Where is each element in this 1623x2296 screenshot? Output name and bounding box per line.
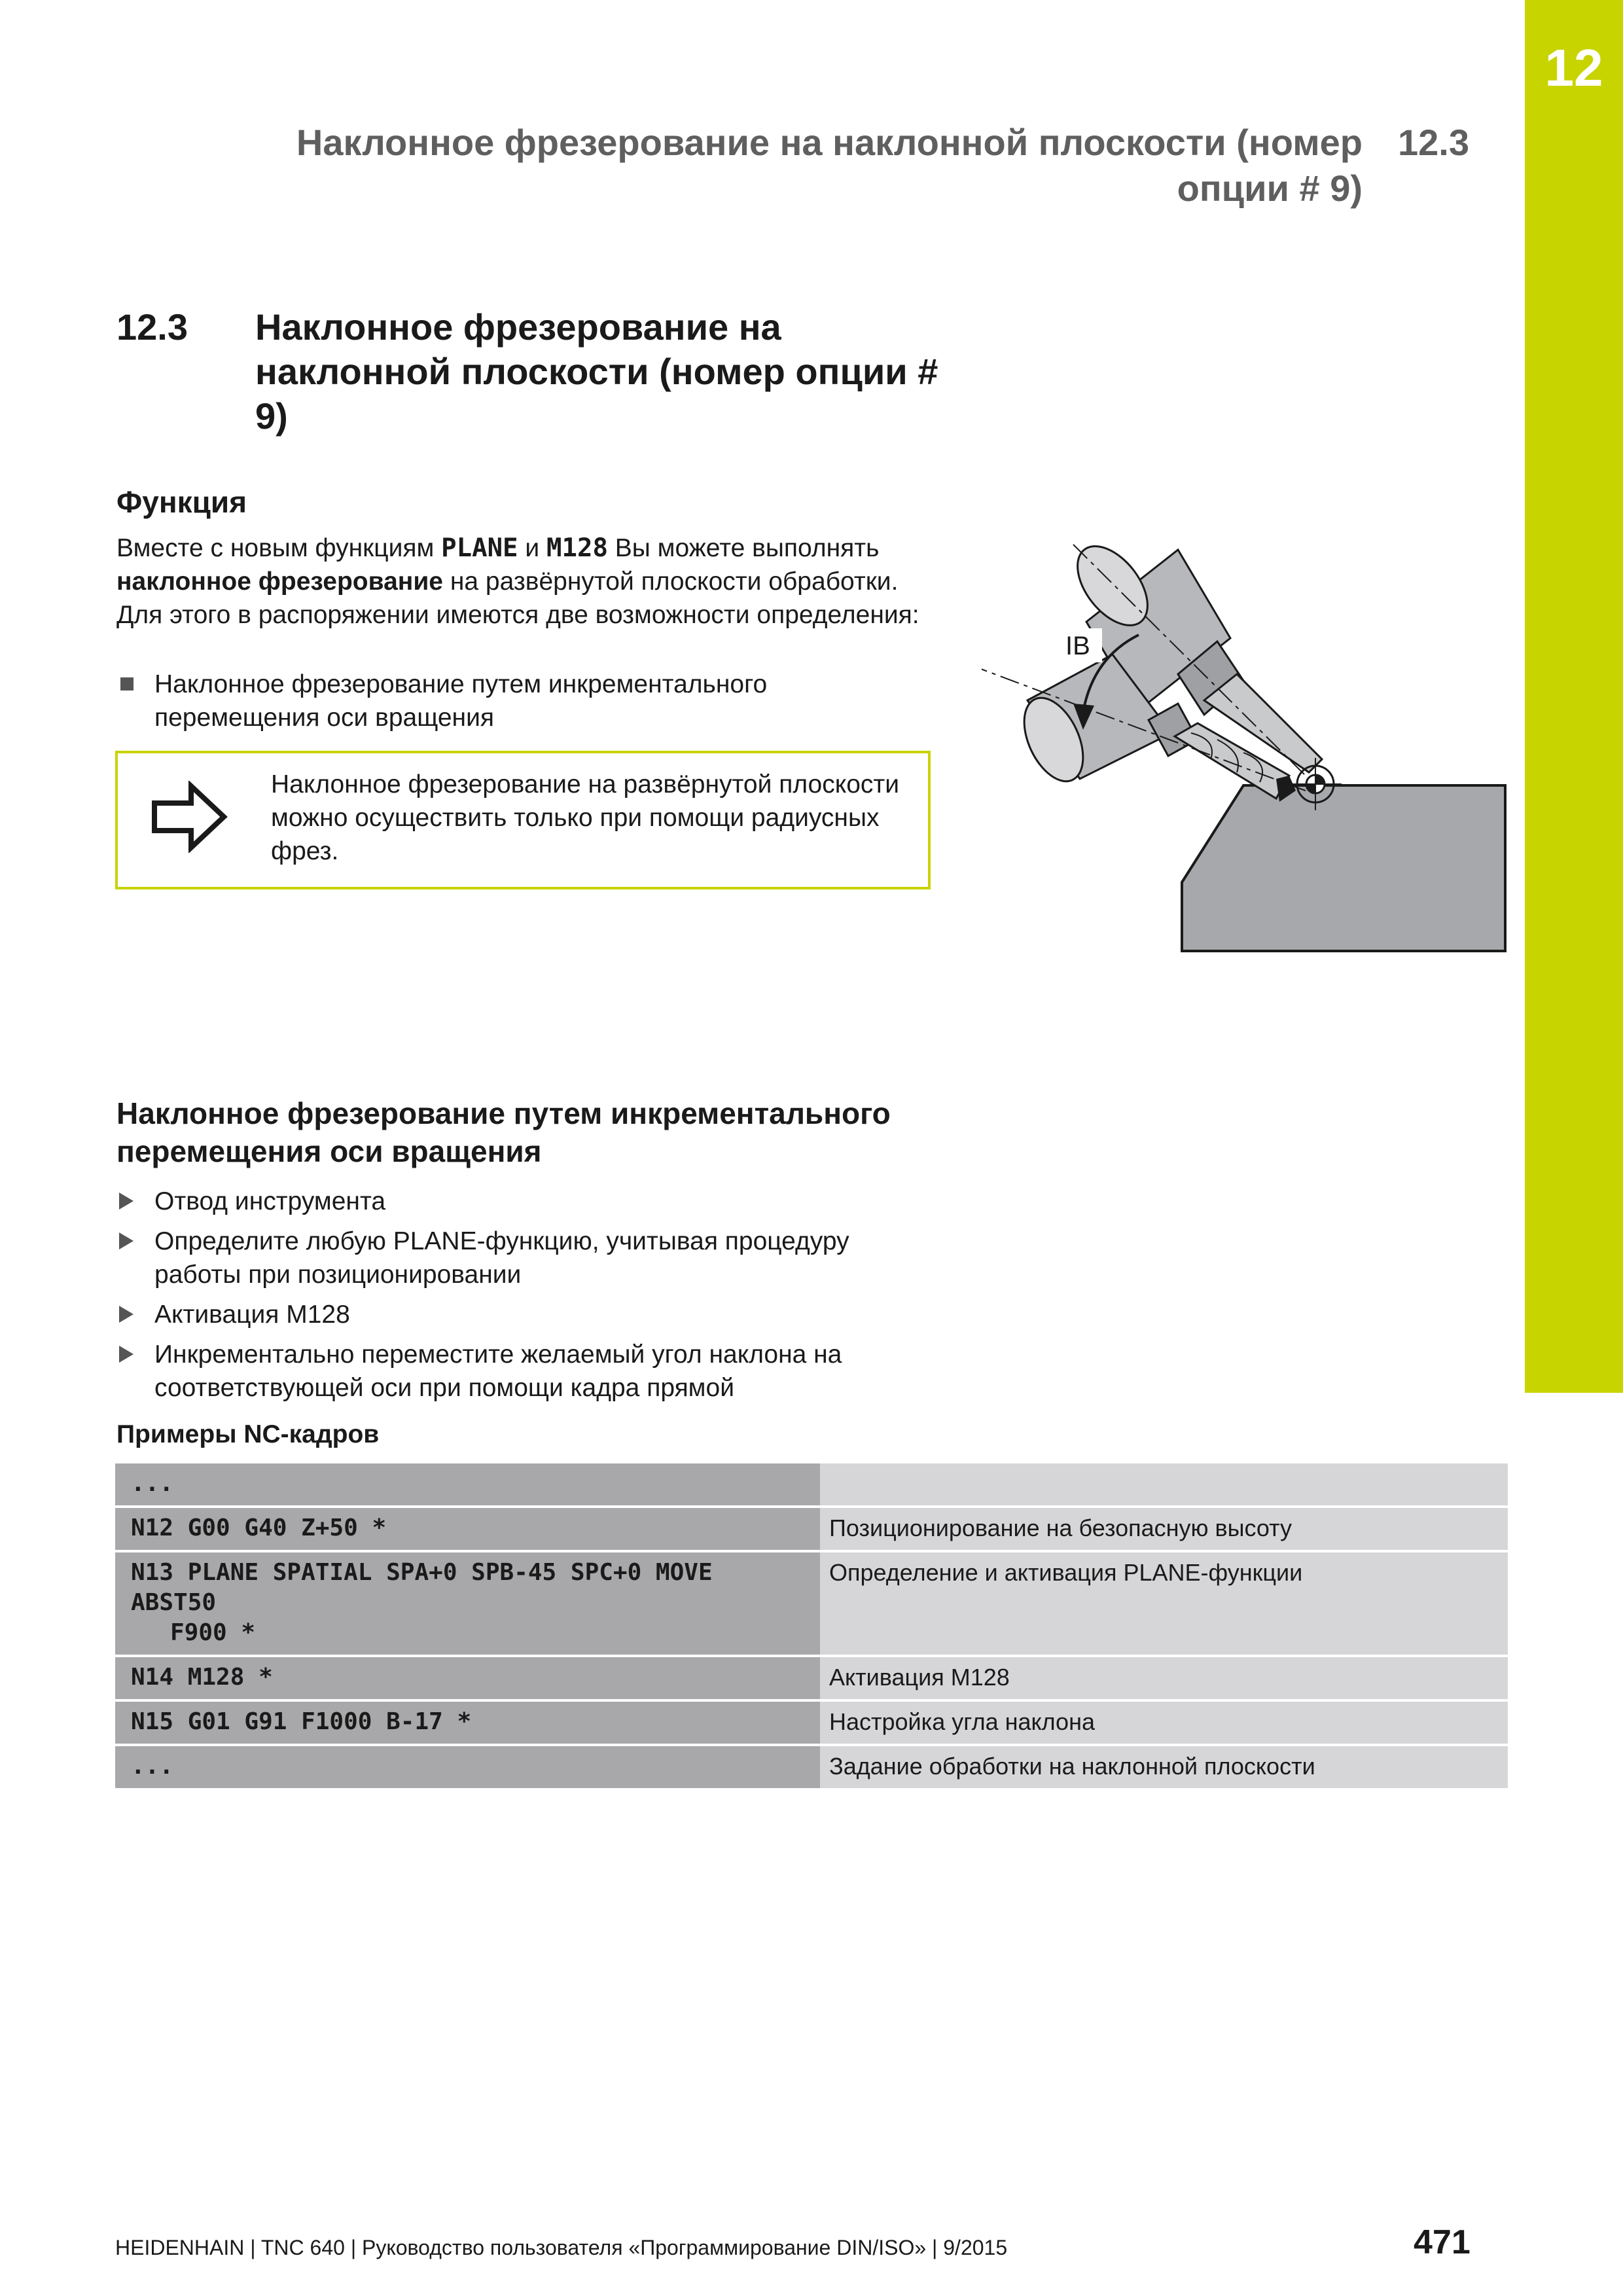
para-text-2: и (518, 534, 547, 562)
table-row (115, 1657, 1508, 1699)
triangle-bullet-icon (119, 1193, 134, 1210)
nc-code-line2: F900 * (170, 1619, 256, 1646)
nc-desc-cell: Определение и активация PLANE-функции (820, 1552, 1508, 1655)
function-heading: Функция (116, 485, 247, 519)
running-header-line1: Наклонное фрезерование на наклонной плоскости (номер (296, 122, 1363, 163)
para-text-1: Вместе с новым функциям (116, 534, 442, 562)
procedure-steps (116, 1185, 941, 1405)
para-bold-term: наклонное фрезерование (116, 567, 444, 596)
table-row (115, 1702, 1508, 1744)
table-row (115, 1746, 1508, 1788)
nc-desc-cell: Активация M128 (820, 1657, 1508, 1699)
nc-code-cell: N14 M128 * (115, 1657, 820, 1699)
nc-code-cell: N15 G01 G91 F1000 B-17 * (115, 1702, 820, 1744)
nc-code-cell: ... (115, 1463, 820, 1505)
list-item: Наклонное фрезерование путем инкрементального перемещения оси вращения (116, 668, 902, 734)
table-row (115, 1463, 1508, 1505)
function-bullets (116, 668, 902, 734)
chapter-tab (1525, 0, 1623, 1393)
step-item: Отвод инструмента (116, 1185, 941, 1218)
footer-text: HEIDENHAIN | TNC 640 | Руководство пользователя «Программирование DIN/ISO» | 9/2015 (115, 2236, 1008, 2259)
triangle-bullet-icon (119, 1232, 134, 1249)
triangle-bullet-icon (119, 1306, 134, 1323)
para-text-4: на развёрнутой плоскости обработки. Для этого в распоряжении имеются две возможности определения: (116, 567, 919, 629)
note-text: Наклонное фрезерование на развёрнутой плоскости можно осуществить только при помощи радиусных фрез. (271, 770, 900, 865)
page-number: 471 (1414, 2223, 1471, 2261)
para-text-3: Вы можете выполнять (607, 534, 880, 562)
para-code-plane: PLANE (441, 533, 518, 563)
note-box (115, 751, 931, 889)
nc-code-cell (115, 1552, 820, 1655)
square-bullet-icon (120, 677, 134, 691)
function-paragraph (116, 531, 941, 632)
section-title: Наклонное фрезерование на наклонной плоскости (номер опции # 9) (255, 306, 938, 437)
running-header-line2: опции # 9) (1177, 168, 1363, 209)
tilted-milling-figure (982, 543, 1512, 962)
nc-code-line1: N13 PLANE SPATIAL SPA+0 SPB-45 SPC+0 MOVE ABST50 (131, 1559, 713, 1616)
nc-code-cell: N12 G00 G40 Z+50 * (115, 1508, 820, 1550)
arrow-right-icon (151, 781, 229, 853)
nc-examples-heading: Примеры NC-кадров (116, 1420, 380, 1448)
nc-desc-cell (820, 1463, 1508, 1505)
nc-examples-table (115, 1461, 1508, 1791)
workpiece (1182, 785, 1505, 951)
triangle-bullet-icon (119, 1346, 134, 1363)
nc-desc-cell: Настройка угла наклона (820, 1702, 1508, 1744)
chapter-number: 12 (1544, 39, 1603, 97)
para-code-m128: M128 (546, 533, 608, 563)
section-number: 12.3 (116, 306, 188, 348)
procedure-heading: Наклонное фрезерование путем инкрементального перемещения оси вращения (116, 1096, 891, 1168)
running-header-section-number: 12.3 (1398, 122, 1469, 163)
running-header-title (250, 120, 1363, 211)
step-item: Определите любую PLANE-функцию, учитывая процедуру работы при позиционировании (116, 1225, 941, 1291)
step-item: Инкрементально переместите желаемый угол наклона на соответствующей оси при помощи кадра прямой (116, 1338, 941, 1405)
table-row (115, 1508, 1508, 1550)
nc-desc-cell: Задание обработки на наклонной плоскости (820, 1746, 1508, 1788)
nc-code-cell: ... (115, 1746, 820, 1788)
table-row (115, 1552, 1508, 1655)
step-item: Активация M128 (116, 1298, 941, 1331)
angle-label: IB (1065, 632, 1090, 660)
nc-desc-cell: Позиционирование на безопасную высоту (820, 1508, 1508, 1550)
